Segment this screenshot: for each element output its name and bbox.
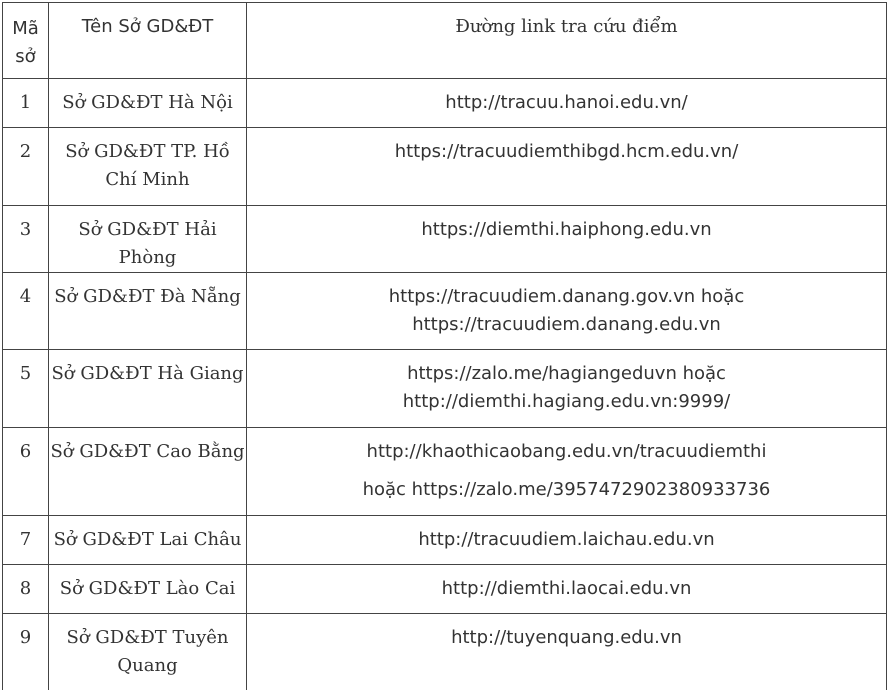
link-line[interactable]: hoặc https://zalo.me/3957472902380933736 xyxy=(362,479,771,500)
row-code: 1 xyxy=(3,79,49,128)
header-row xyxy=(3,3,887,79)
link-line[interactable]: https://diemthi.haiphong.edu.vn xyxy=(421,219,712,240)
link-line[interactable]: http://tracuu.hanoi.edu.vn/ xyxy=(445,92,688,113)
table-row xyxy=(3,206,887,273)
link-line[interactable]: https://tracuudiemthibgd.hcm.edu.vn/ xyxy=(394,141,739,162)
link-line[interactable]: http://tracuudiem.laichau.edu.vn xyxy=(418,529,715,550)
row-code: 4 xyxy=(3,273,49,350)
row-link[interactable] xyxy=(247,79,887,128)
header-name: Tên Sở GD&ĐT xyxy=(49,3,247,79)
table-row xyxy=(3,350,887,428)
row-name: Sở GD&ĐT Đà Nẵng xyxy=(49,273,247,350)
link-line[interactable]: https://tracuudiem.danang.gov.vn hoặc xyxy=(388,286,745,307)
header-link: Đường link tra cứu điểm xyxy=(247,3,887,79)
row-code: 7 xyxy=(3,516,49,565)
link-line[interactable]: http://tuyenquang.edu.vn xyxy=(451,627,682,648)
table-row xyxy=(3,428,887,516)
row-code: 5 xyxy=(3,350,49,428)
row-code: 2 xyxy=(3,128,49,206)
header-code: Mã sở xyxy=(3,3,49,79)
row-link[interactable] xyxy=(247,614,887,690)
row-name: Sở GD&ĐT Cao Bằng xyxy=(49,428,247,516)
row-link[interactable] xyxy=(247,350,887,428)
table-row xyxy=(3,614,887,690)
row-link[interactable] xyxy=(247,206,887,273)
row-link[interactable] xyxy=(247,273,887,350)
row-name: Sở GD&ĐT TP. Hồ Chí Minh xyxy=(49,128,247,206)
table-row xyxy=(3,565,887,614)
table-row xyxy=(3,273,887,350)
link-line[interactable]: http://diemthi.laocai.edu.vn xyxy=(441,578,692,599)
row-code: 3 xyxy=(3,206,49,273)
row-name: Sở GD&ĐT Lào Cai xyxy=(49,565,247,614)
row-code: 6 xyxy=(3,428,49,516)
score-lookup-table xyxy=(2,2,887,690)
link-line[interactable]: https://zalo.me/hagiangeduvn hoặc xyxy=(407,363,726,384)
link-line[interactable]: http://diemthi.hagiang.edu.vn:9999/ xyxy=(402,391,731,412)
link-line[interactable]: https://tracuudiem.danang.edu.vn xyxy=(412,314,721,335)
row-link[interactable] xyxy=(247,128,887,206)
table-row xyxy=(3,128,887,206)
table-row xyxy=(3,79,887,128)
row-name: Sở GD&ĐT Hà Giang xyxy=(49,350,247,428)
row-link[interactable] xyxy=(247,565,887,614)
row-code: 9 xyxy=(3,614,49,690)
row-name: Sở GD&ĐT Hà Nội xyxy=(49,79,247,128)
row-name: Sở GD&ĐT Lai Châu xyxy=(49,516,247,565)
row-name: Sở GD&ĐT Tuyên Quang xyxy=(49,614,247,690)
table-row xyxy=(3,516,887,565)
link-line[interactable]: http://khaothicaobang.edu.vn/tracuudiemthi xyxy=(366,441,767,462)
row-name: Sở GD&ĐT Hải Phòng xyxy=(49,206,247,273)
row-code: 8 xyxy=(3,565,49,614)
row-link[interactable] xyxy=(247,428,887,516)
row-link[interactable] xyxy=(247,516,887,565)
